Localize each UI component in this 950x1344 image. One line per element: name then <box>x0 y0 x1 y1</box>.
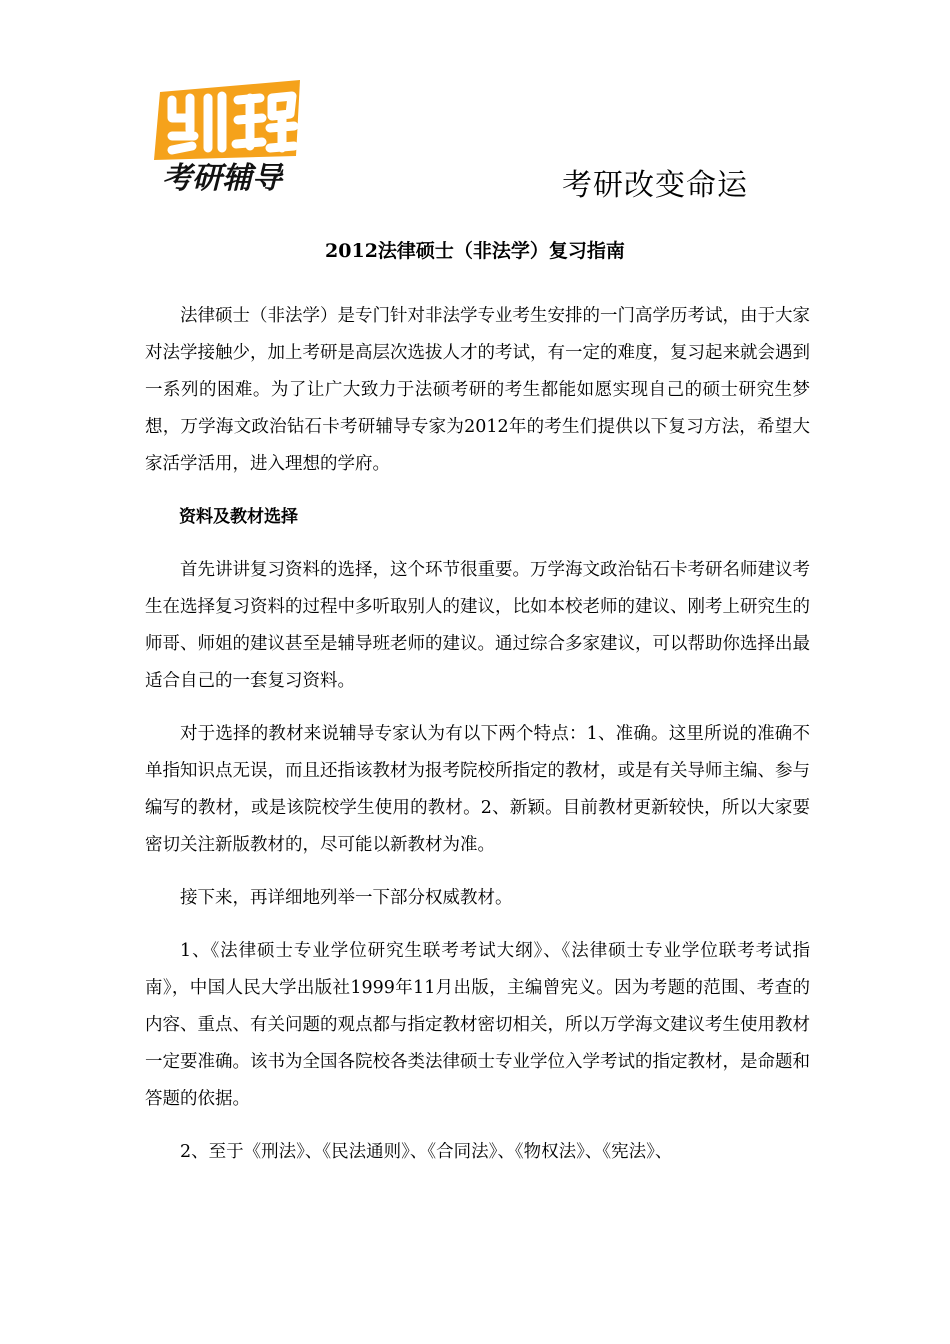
logo-subtitle: 考研辅导 <box>162 161 282 196</box>
paragraph-material-selection: 首先讲讲复习资料的选择，这个环节很重要。万学海文政治钻石卡考研名师建议考生在选择复习资料的过程中多听取别人的建议，比如本校老师的建议、刚考上研究生的师哥、师姐的建议甚至是辅导班老师的建议。通过综合多家建议，可以帮助你选择出最适合自己的一套复习资料。 <box>145 560 810 691</box>
header-slogan: 考研改变命运 <box>562 168 748 203</box>
kaicheng-logo-icon <box>150 78 310 196</box>
paragraph-textbook-features: 对于选择的教材来说辅导专家认为有以下两个特点：1、准确。这里所说的准确不单指知识点无误，而且还指该教材为报考院校所指定的教材，或是有关导师主编、参与编写的教材，或是该院校学生使用的教材。2、新颖。目前教材更新较快，所以大家要密切关注新版教材的，尽可能以新教材为准。 <box>145 724 810 855</box>
section-heading-materials: 资料及教材选择 <box>179 507 298 527</box>
paragraph-textbook-list-intro: 接下来，再详细地列举一下部分权威教材。 <box>180 888 513 908</box>
paragraph-textbook-item-1: 1、《法律硕士专业学位研究生联考考试大纲》、《法律硕士专业学位联考考试指南》，中国人民大学出版社1999年11月出版，主编曾宪义。因为考题的范围、考查的内容、重点、有关问题的观点都与指定教材密切相关，所以万学海文建议考生使用教材一定要准确。该书为全国各院校各类法律硕士专业学位入学考试的指定教材，是命题和答题的依据。 <box>145 941 810 1109</box>
document-body <box>145 298 810 1187</box>
paragraph-textbook-item-2: 2、至于《刑法》、《民法通则》、《合同法》、《物权法》、《宪法》、 <box>180 1142 673 1162</box>
paragraph-intro: 法律硕士（非法学）是专门针对非法学专业考生安排的一门高学历考试，由于大家对法学接触少，加上考研是高层次选拔人才的考试，有一定的难度，复习起来就会遇到一系列的困难。为了让广大致力于法硕考研的考生都能如愿实现自己的硕士研究生梦想，万学海文政治钻石卡考研辅导专家为2012年的考生们提供以下复习方法，希望大家活学活用，进入理想的学府。 <box>145 306 810 474</box>
page-title: 2012法律硕士（非法学）复习指南 <box>325 240 625 262</box>
company-logo <box>150 78 310 196</box>
